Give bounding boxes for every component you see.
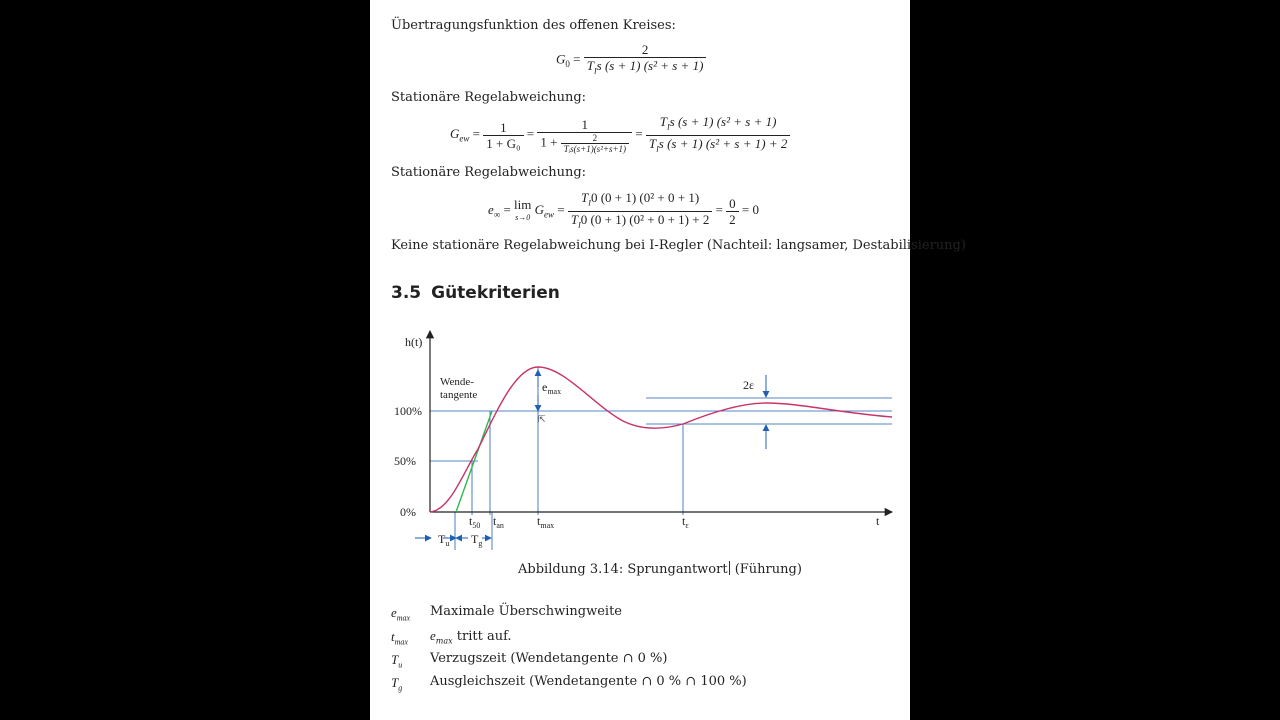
- definition-text: Verzugszeit (Wendetangente ∩ 0 %): [430, 651, 668, 666]
- document-page: [370, 0, 966, 720]
- section-heading: 3.5 Gütekriterien: [391, 283, 560, 303]
- tu-label: $T_u$: [438, 532, 450, 548]
- wende-label-2: tangente: [440, 389, 478, 401]
- tf-label: Übertragungsfunktion des offenen Kreises:: [391, 18, 676, 33]
- equation-g0: $G_0$ = $\frac{2}{T_Is (s + 1) (s^2 + s + 1)}$: [556, 42, 706, 79]
- step-response-curve: [430, 367, 892, 512]
- tick-50: 50%: [394, 454, 416, 468]
- definition-text: Ausgleichszeit (Wendetangente ∩ 0 % ∩ 100 %): [430, 674, 747, 689]
- emax-label: $e_{max}$: [542, 380, 562, 396]
- tick-0: 0%: [400, 505, 416, 519]
- steady-state-label-2: Stationäre Regelabweichung:: [391, 165, 587, 180]
- inflection-tangent: [456, 411, 492, 512]
- text-cursor: [729, 561, 730, 575]
- definition-symbol: $T_g$: [391, 675, 403, 693]
- eps-label: 2ε: [743, 378, 755, 392]
- definition-symbol: $t_{max}$: [391, 629, 408, 647]
- equation-gew: $G_{ew}$ = $\frac{1}{\text{1 + G₀}}$ = 1 1 + $\frac{2}{\text{Tᵢs(s+1)(s²+s+1)}}$ = $\frac{T_Is (s + 1) (s^2 + s + 1)}{T_Is (s + 1) (s^2 + s + 1) + 2}$: [450, 114, 790, 156]
- step-response-figure: [370, 325, 910, 555]
- figure-caption: Abbildung 3.14: Sprungantwort (Führung): [518, 562, 802, 577]
- definition-text: $e_{max}$ tritt auf.: [430, 628, 512, 646]
- definition-symbol: $e_{max}$: [391, 605, 411, 623]
- steady-state-label-1: Stationäre Regelabweichung:: [391, 90, 587, 105]
- equation-e-infinity: $e_\infty = \lim$ s→0 $G_{ew}$ = $\frac{T_I0 (0 + 1) (0^2 + 0 + 1)}{T_I0 (0 + 1) (0^2 + 0 + 1) + 2}$ = $\frac{0}{2}$ = 0: [488, 190, 760, 230]
- definition-symbol: $T_u$: [391, 652, 403, 670]
- definition-text: Maximale Überschwingweite: [430, 604, 622, 619]
- t50-label: $t_{50}$: [469, 514, 481, 530]
- wende-label-1: Wende-: [440, 376, 474, 388]
- mouse-cursor-icon: ⇱: [538, 415, 546, 425]
- axes: [430, 331, 892, 512]
- tg-label: $T_g$: [471, 532, 483, 548]
- x-axis-label: t: [876, 514, 880, 528]
- teps-label: $t_\varepsilon$: [682, 514, 689, 530]
- tan-label: $t_{an}$: [493, 514, 504, 530]
- conclusion-text: Keine stationäre Regelabweichung bei I-Regler (Nachteil: langsamer, Destabilisierung): [391, 238, 966, 253]
- tick-100: 100%: [394, 404, 422, 418]
- tmax-label: $t_{max}$: [537, 514, 555, 530]
- y-axis-label: h(t): [405, 335, 423, 349]
